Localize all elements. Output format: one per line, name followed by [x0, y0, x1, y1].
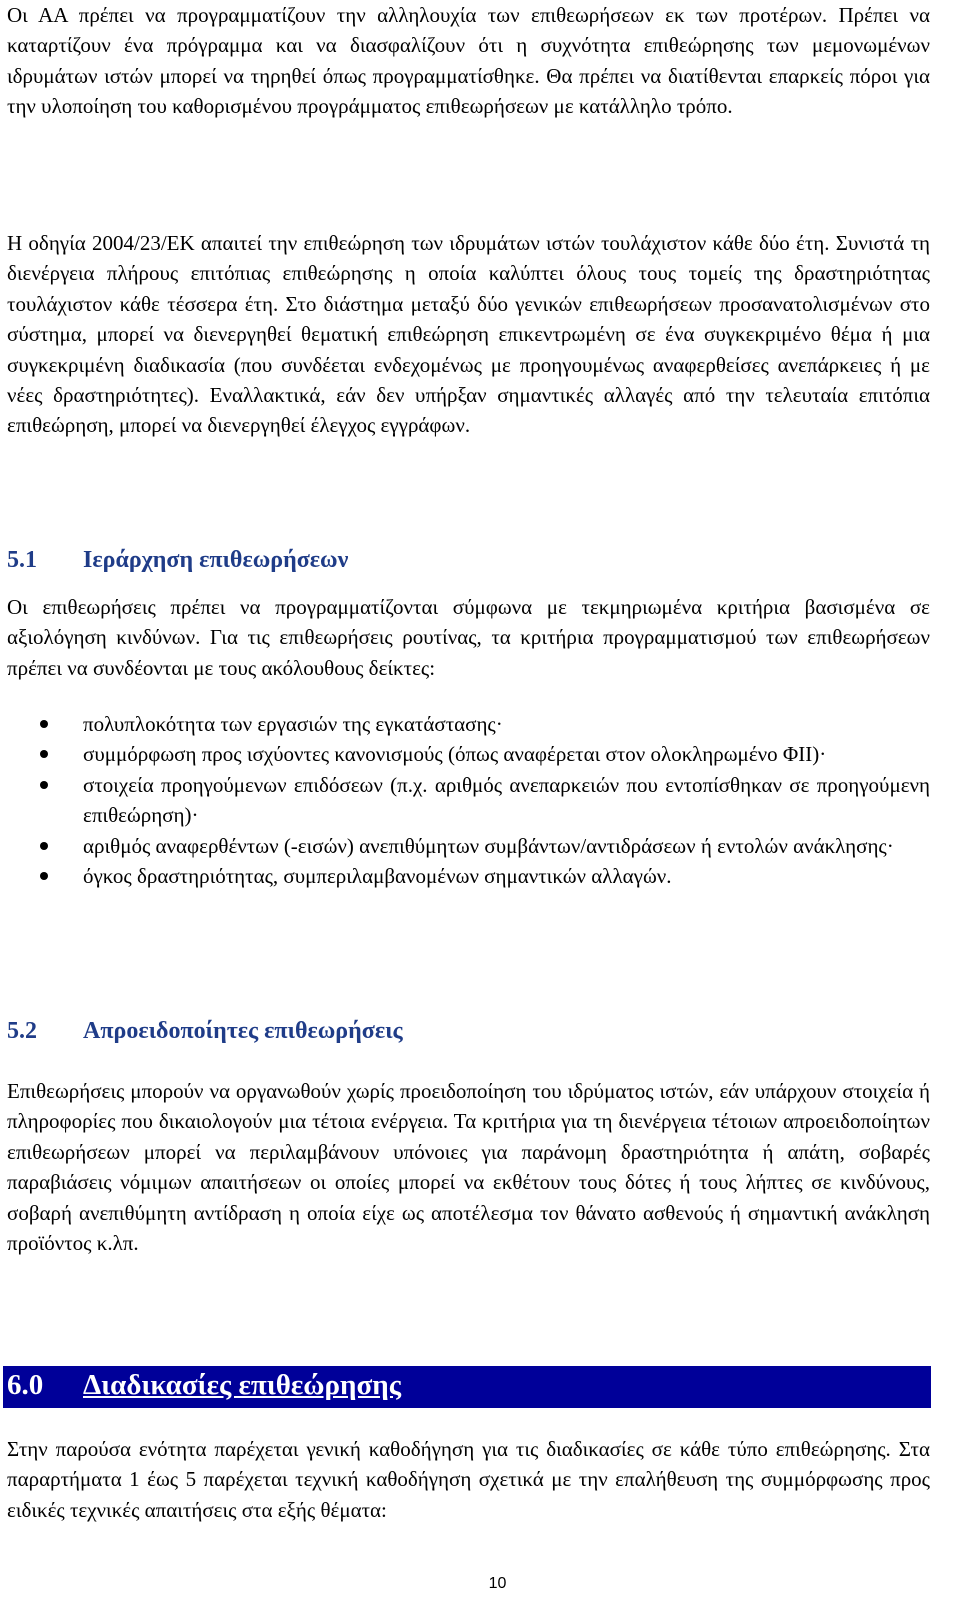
section-number: 5.1 [7, 547, 37, 573]
bullet-icon [40, 781, 48, 789]
paragraph-inspection-scheduling: Οι ΑΑ πρέπει να προγραμματίζουν την αλληλουχία των επιθεωρήσεων εκ των προτέρων. Πρέπει να καταρτίζουν ένα πρόγραμμα και να διασφαλίζουν ότι η συχνότητα επιθεώρησης των μεμονωμένων ιδρυμάτων ιστών μπορεί να τηρηθεί όπως προγραμματίσθηκε. Θα πρέπει να διατίθενται επαρκείς πόροι για την υλοποίηση του καθορισμένου προγράμματος επιθεωρήσεων με κατάλληλο τρόπο. [7, 3, 930, 119]
paragraph-unannounced-inspections: Επιθεωρήσεις μπορούν να οργανωθούν χωρίς προειδοποίηση του ιδρύματος ιστών, εάν υπάρχουν στοιχεία ή πληροφορίες που δικαιολογούν μια τέτοια ενέργεια. Τα κριτήρια για τη διενέργεια τέτοιων απροειδοποίητων επιθεωρήσεων μπορεί να περιλαμβάνουν υπόνοιες για παράνομη δραστηριότητα ή απάτη, σοβαρές παραβιάσεις νόμιμων απαιτήσεων οι οποίες μπορεί να εκθέτουν τους δότες ή τους λήπτες σε κινδύνους, σοβαρή ανεπιθύμητη αντίδραση η οποία είχε ως αποτέλεσμα τον θάνατο ασθενούς ή σημαντική ανάκληση προϊόντος κ.λπ. [7, 1079, 930, 1256]
paragraph-inspection-procedures: Στην παρούσα ενότητα παρέχεται γενική καθοδήγηση για τις διαδικασίες σε κάθε τύπο επιθεώρησης. Στα παραρτήματα 1 έως 5 παρέχεται τεχνική καθοδήγηση σχετικά με την επαλήθευση της συμμόρφωσης προς ειδικές τεχνικές απαιτήσεις στα εξής θέματα: [7, 1437, 930, 1522]
list-item: στοιχεία προηγούμενων επιδόσεων (π.χ. αριθμός ανεπαρκειών που εντοπίσθηκαν σε προηγούμενη επιθεώρηση)· [0, 770, 930, 831]
paragraph-inspection-frequency: Η οδηγία 2004/23/ΕΚ απαιτεί την επιθεώρηση των ιδρυμάτων ιστών τουλάχιστον κάθε δύο έτη. Συνιστά τη διενέργεια πλήρους επιτόπιας επιθεώρησης η οποία καλύπτει όλους τους τομείς της δραστηριότητας τουλάχιστον κάθε τέσσερα έτη. Στο διάστημα μεταξύ δύο γενικών επιθεωρήσεων προσανατολισμένων στο σύστημα, μπορεί να διενεργηθεί θεματική επιθεώρηση επικεντρωμένη σε ένα συγκεκριμένο θέμα ή μια συγκεκριμένη διαδικασία (που συνδέεται ενδεχομένως με προηγουμένως αναφερθείσες ανεπάρκειες ή με νέες δραστηριότητες). Εναλλακτικά, εάν δεν υπήρξαν σημαντικές αλλαγές από την τελευταία επιτόπια επιθεώρηση, μπορεί να διενεργηθεί έλεγχος εγγράφων. [7, 231, 930, 438]
list-item: πολυπλοκότητα των εργασιών της εγκατάστασης· [0, 709, 930, 739]
section-number: 6.0 [7, 1369, 44, 1401]
page-number: 10 [488, 1575, 507, 1592]
list-item: αριθμός αναφερθέντων (-εισών) ανεπιθύμητων συμβάντων/αντιδράσεων ή εντολών ανάκλησης· [0, 831, 930, 861]
section-heading-6-0 [7, 1369, 401, 1402]
section-title: Απροειδοποίητες επιθεωρήσεις [83, 1018, 403, 1044]
paragraph-prioritization: Οι επιθεωρήσεις πρέπει να προγραμματίζονται σύμφωνα με τεκμηριωμένα κριτήρια βασισμένα σε αξιολόγηση κινδύνων. Για τις επιθεωρήσεις ρουτίνας, τα κριτήρια προγραμματισμού των επιθεωρήσεων πρέπει να συνδέονται με τους ακόλουθους δείκτες: [7, 595, 930, 680]
list-item: συμμόρφωση προς ισχύοντες κανονισμούς (όπως αναφέρεται στον ολοκληρωμένο ΦΙΙ)· [0, 739, 930, 769]
bullet-icon [40, 872, 48, 880]
bullet-icon [40, 750, 48, 758]
indicator-list [0, 709, 930, 891]
bullet-icon [40, 842, 48, 850]
section-title: Διαδικασίες επιθεώρησης [83, 1369, 401, 1401]
section-heading-5-1 [7, 547, 348, 574]
list-item: όγκος δραστηριότητας, συμπεριλαμβανομένων σημαντικών αλλαγών. [0, 861, 930, 891]
section-heading-5-2 [7, 1018, 403, 1045]
section-number: 5.2 [7, 1018, 37, 1044]
section-title: Ιεράρχηση επιθεωρήσεων [83, 547, 349, 573]
bullet-icon [40, 720, 48, 728]
